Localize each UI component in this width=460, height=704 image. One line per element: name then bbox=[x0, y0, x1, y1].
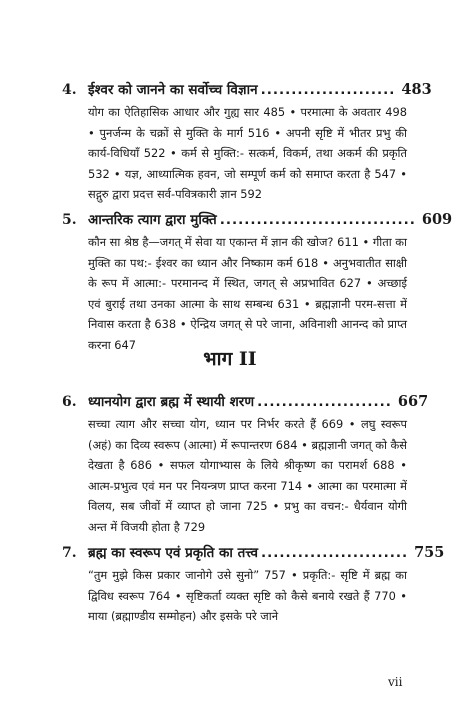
toc-heading bbox=[62, 392, 429, 412]
page-number: 609 bbox=[421, 211, 453, 228]
chapter-title: आन्तरिक त्याग द्वारा मुक्ति bbox=[88, 212, 217, 228]
toc-entry-5 bbox=[62, 210, 453, 355]
chapter-description: योग का ऐतिहासिक आधार और गुह्य सार 485 • परमात्मा के अवतार 498 • पुनर्जन्म के चक्रों से मुक्ति के मार्ग 516 • अपनी सृष्टि में भीतर प्रभु की कार्य-विधियाँ 522 • कर्म से मुक्ति:- सत्कर्म, विकर्म, तथा अकर्म की प्रकृति 532 • यज्ञ, आध्यात्मिक हवन, जो सम्पूर्ण कर्म को समाप्त करता है 547 • सद्गुरु द्वारा प्रदत्त सर्व-पवित्रकारी ज्ञान 592 bbox=[88, 105, 407, 201]
leader-dots: ................................ bbox=[219, 212, 416, 228]
toc-heading bbox=[62, 210, 453, 230]
chapter-title: ध्यानयोग द्वारा ब्रह्म में स्थायी शरण bbox=[88, 394, 255, 410]
toc-entry-6 bbox=[62, 392, 429, 537]
page-number: 667 bbox=[397, 393, 429, 410]
toc-entry-7 bbox=[62, 543, 445, 627]
chapter-description: सच्चा त्याग और सच्चा योग, ध्यान पर निर्भर करते हैं 669 • लघु स्वरूप (अहं) का दिव्य स्वरूप (आत्मा) में रूपान्तरण 684 • ब्रह्मज्ञानी जगत् को कैसे देखता है 686 • सफल योगाभ्यास के लिये श्रीकृष्ण का परामर्श 688 • आत्म-प्रभुत्व एवं मन पर नियन्त्रण प्राप्त करना 714 • आत्मा का परमात्मा में विलय, सब जीवों में व्याप्त हो जाना 725 • प्रभु का वचन:- धैर्यवान योगी अन्त में विजयी होता है 729 bbox=[88, 417, 407, 534]
chapter-title: ईश्वर को जानने का सर्वोच्च विज्ञान bbox=[88, 82, 258, 98]
chapter-description: “तुम मुझे किस प्रकार जानोगे उसे सुनो” 757 • प्रकृति:- सृष्टि में ब्रह्म का द्विविध स्वरूप 764 • सृष्टिकर्ता व्यक्त सृष्टि को कैसे बनाये रखते हैं 770 • माया (ब्रह्माण्डीय सम्मोहन) और इसके परे जाने bbox=[88, 568, 407, 623]
chapter-description: कौन सा श्रेष्ठ है—जगत् में सेवा या एकान्त में ज्ञान की खोज? 611 • गीता का मुक्ति का पथ:- ईश्वर का ध्यान और निष्काम कर्म 618 • अनुभवातीत साक्षी के रूप में आत्मा:- परमानन्द में स्थित, जगत् से अप्रभावित 627 • अच्छाई एवं बुराई तथा उनका आत्मा के साथ सम्बन्ध 631 • ब्रह्मज्ञानी परम-सत्ता में निवास करता है 638 • ऐन्द्रिय जगत् से परे जाना, अविनाशी आनन्द को प्राप्त करना 647 bbox=[88, 235, 407, 352]
chapter-number: 5. bbox=[62, 212, 77, 228]
leader-dots: ...................... bbox=[257, 394, 392, 410]
leader-dots: ...................... bbox=[260, 82, 396, 98]
chapter-number: 6. bbox=[62, 394, 77, 410]
folio-page-number: vii bbox=[388, 675, 403, 689]
toc-entry-4 bbox=[62, 80, 432, 205]
page-number: 755 bbox=[414, 544, 445, 561]
toc-heading bbox=[62, 80, 432, 100]
page-number: 483 bbox=[401, 81, 432, 98]
part-label: भाग bbox=[203, 348, 233, 370]
part-heading bbox=[0, 346, 460, 372]
leader-dots: ........................ bbox=[261, 545, 409, 561]
chapter-title: ब्रह्म का स्वरूप एवं प्रकृति का तत्त्व bbox=[88, 545, 258, 561]
chapter-number: 4. bbox=[62, 82, 77, 98]
part-roman-numeral: II bbox=[238, 348, 257, 370]
chapter-number: 7. bbox=[62, 545, 77, 561]
toc-heading bbox=[62, 543, 445, 563]
